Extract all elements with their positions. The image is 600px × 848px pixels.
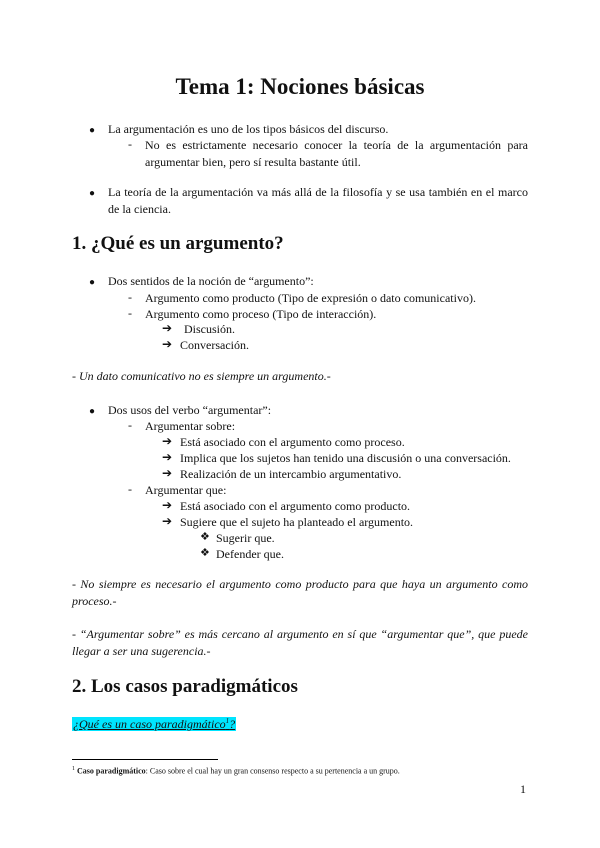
dash-icon: - xyxy=(128,482,132,496)
s1-diamond-1: Sugerir que. xyxy=(216,531,275,545)
dash-icon: - xyxy=(128,306,132,320)
section-2-heading: 2. Los casos paradigmáticos xyxy=(72,676,298,697)
arrow-right-icon: ➔ xyxy=(162,337,173,351)
page-title: Tema 1: Nociones básicas xyxy=(175,74,425,99)
intro-bullet-1: La argumentación es uno de los tipos básicos del discurso. xyxy=(108,122,389,136)
s1-dash-3: Argumentar sobre: xyxy=(145,419,236,433)
s1-dash-1: Argumento como producto (Tipo de expresión o dato comunicativo). xyxy=(145,291,476,305)
bullet-icon: ● xyxy=(89,406,96,417)
highlighted-question xyxy=(72,717,236,731)
dash-icon: - xyxy=(128,418,132,432)
bullet-icon: ● xyxy=(89,277,96,288)
footnote-ref[interactable]: 1 xyxy=(225,717,230,725)
s1-arrow-5: Realización de un intercambio argumentativo. xyxy=(180,467,402,481)
arrow-right-icon: ➔ xyxy=(162,450,173,464)
s1-note-1: - Un dato comunicativo no es siempre un argumento.- xyxy=(72,369,331,383)
footnote-term: Caso paradigmático xyxy=(77,766,146,776)
footnote-mark: 1 xyxy=(72,766,75,772)
bullet-icon: ● xyxy=(89,188,96,199)
diamond-bullet-icon: ❖ xyxy=(200,531,210,543)
s2-question xyxy=(72,713,236,733)
footnote xyxy=(72,766,400,776)
dash-icon: - xyxy=(128,290,132,304)
question-text: ¿Qué es un caso paradigmático xyxy=(73,717,226,731)
page-number: 1 xyxy=(520,782,526,796)
s1-bullet-1: Dos sentidos de la noción de “argumento”: xyxy=(108,274,314,288)
question-end: ? xyxy=(229,717,236,731)
s1-dash-2: Argumento como proceso (Tipo de interacción). xyxy=(145,307,377,321)
s1-arrow-4: Implica que los sujetos han tenido una discusión o una conversación. xyxy=(180,451,511,465)
section-1-heading: 1. ¿Qué es un argumento? xyxy=(72,233,284,254)
s1-note-3: - “Argumentar sobre” es más cercano al argumento en sí que “argumentar que”, que puede llegar a ser una sugerencia.- xyxy=(72,627,528,658)
dash-icon: - xyxy=(128,137,132,151)
s1-arrow-7: Sugiere que el sujeto ha planteado el argumento. xyxy=(180,515,414,529)
diamond-bullet-icon: ❖ xyxy=(200,547,210,559)
s1-bullet-2: Dos usos del verbo “argumentar”: xyxy=(108,403,272,417)
bullet-icon: ● xyxy=(89,125,96,136)
s1-arrow-3: Está asociado con el argumento como proceso. xyxy=(180,435,405,449)
arrow-right-icon: ➔ xyxy=(162,321,173,335)
intro-dash-1: No es estrictamente necesario conocer la teoría de la argumentación para argumentar bien, pero sí resulta bastante útil. xyxy=(145,138,528,169)
arrow-right-icon: ➔ xyxy=(162,498,173,512)
s1-arrow-1: Discusión. xyxy=(184,322,235,336)
arrow-right-icon: ➔ xyxy=(162,466,173,480)
s1-diamond-2: Defender que. xyxy=(216,547,284,561)
intro-bullet-2: La teoría de la argumentación va más allá de la filosofía y se usa también en el marco de la ciencia. xyxy=(108,185,528,216)
arrow-right-icon: ➔ xyxy=(162,434,173,448)
s1-dash-4: Argumentar que: xyxy=(145,483,227,497)
s1-arrow-6: Está asociado con el argumento como producto. xyxy=(180,499,411,513)
arrow-right-icon: ➔ xyxy=(162,514,173,528)
s1-arrow-2: Conversación. xyxy=(180,338,249,352)
footnote-text: : Caso sobre el cual hay un gran consenso respecto a su pertenencia a un grupo. xyxy=(145,766,400,776)
s1-note-2: - No siempre es necesario el argumento como producto para que haya un argumento como proceso.- xyxy=(72,577,528,608)
footnote-divider xyxy=(72,759,218,760)
